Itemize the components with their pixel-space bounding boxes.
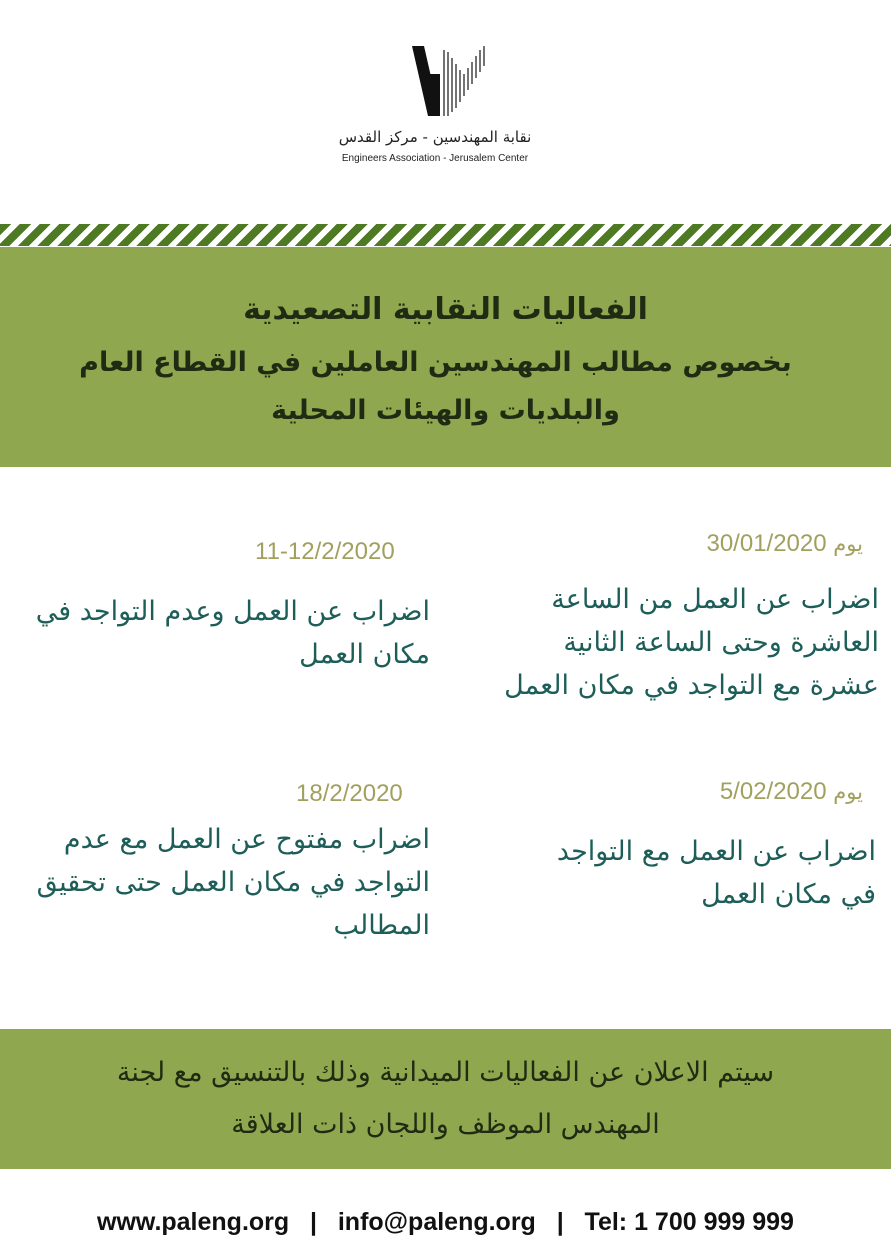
- event-date: [706, 530, 863, 558]
- event-text: اضراب عن العمل من الساعة العاشرة وحتى الساعة الثانية عشرة مع التواجد في مكان العمل: [504, 584, 879, 701]
- email-link[interactable]: info@paleng.org: [337, 1208, 536, 1236]
- event-text: اضراب عن العمل مع التواجد في مكان العمل: [556, 836, 876, 910]
- day-label: يوم: [833, 780, 863, 804]
- event-date: [296, 780, 403, 808]
- announcement-banner: [0, 1029, 891, 1169]
- striped-divider: [0, 224, 891, 246]
- event-date: [720, 778, 863, 806]
- banner-subtitle-line1: بخصوص مطالب المهندسين العاملين في القطاع العام: [79, 347, 792, 378]
- org-name-english: Engineers Association - Jerusalem Center: [341, 153, 529, 164]
- date-value: 11-12/2/2020: [255, 538, 395, 565]
- website-link[interactable]: www.paleng.org: [97, 1208, 290, 1236]
- title-banner: [0, 247, 891, 467]
- org-name-arabic: نقابة المهندسين - مركز القدس: [338, 128, 532, 146]
- banner-subtitle-line2: والبلديات والهيئات المحلية: [271, 395, 620, 426]
- announcement-line2: المهندس الموظف واللجان ذات العلاقة: [231, 1109, 660, 1140]
- separator: |: [310, 1208, 318, 1236]
- separator: |: [556, 1208, 564, 1236]
- banner-title: الفعاليات النقابية التصعيدية: [243, 292, 648, 327]
- announcement-line1: سيتم الاعلان عن الفعاليات الميدانية وذلك بالتنسيق مع لجنة: [116, 1057, 775, 1088]
- event-text: اضراب عن العمل وعدم التواجد في مكان العمل: [35, 596, 430, 670]
- date-value: 5/02/2020: [719, 778, 827, 805]
- date-value: 18/2/2020: [296, 780, 403, 807]
- engineers-association-logo-icon: [410, 44, 490, 120]
- phone-number: Tel: 1 700 999 999: [584, 1208, 794, 1236]
- event-date: [255, 538, 395, 566]
- day-label: يوم: [833, 532, 863, 556]
- date-value: 30/01/2020: [706, 530, 827, 557]
- event-text: اضراب مفتوح عن العمل مع عدم التواجد في مكان العمل حتى تحقيق المطالب: [36, 824, 430, 941]
- contact-bar: [0, 1208, 891, 1237]
